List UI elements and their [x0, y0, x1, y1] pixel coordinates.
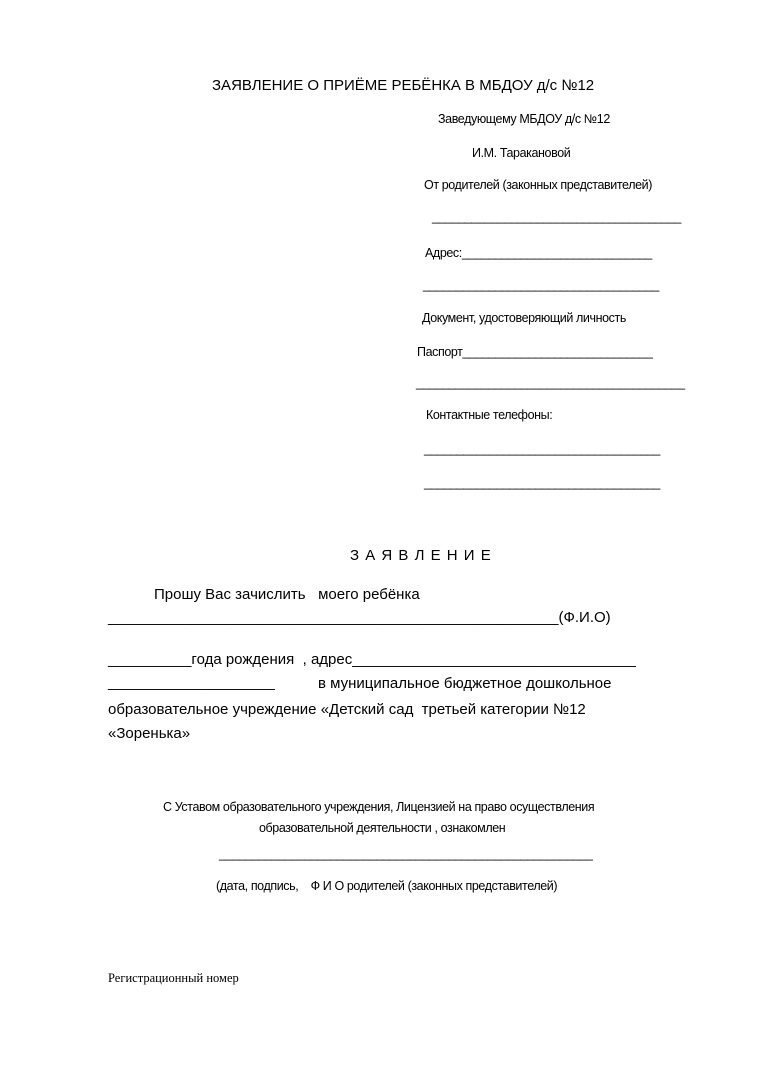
id-document-label: Документ, удостоверяющий личность: [422, 311, 626, 325]
signature-line[interactable]: _________________________________________________________: [219, 847, 593, 861]
document-title: ЗАЯВЛЕНИЕ О ПРИЁМЕ РЕБЁНКА В МБДОУ д/с №12: [212, 77, 595, 94]
institution-text-start: в муниципальное бюджетное дошкольное: [318, 675, 612, 692]
request-intro: Прошу Вас зачислить моего ребёнка: [154, 586, 420, 603]
addressee-position: Заведующему МБДОУ д/с №12: [438, 112, 610, 126]
acknowledgement-line-2: образовательной деятельности , ознакомлен: [259, 821, 506, 835]
child-name-field[interactable]: ______________________________________________________(Ф.И.О): [108, 609, 611, 626]
passport-field-continued[interactable]: _________________________________________: [416, 376, 685, 390]
signature-caption: (дата, подпись, Ф И О родителей (законных представителей): [216, 879, 558, 893]
institution-text-middle: образовательное учреждение «Детский сад третьей категории №12: [108, 701, 586, 718]
address-field-continued[interactable]: ____________________________________: [423, 278, 659, 292]
from-parents-label: От родителей (законных представителей): [424, 178, 652, 192]
birth-year-address-field[interactable]: __________года рождения , адрес__________________________________: [108, 651, 636, 668]
statement-heading: З А Я В Л Е Н И Е: [350, 547, 492, 564]
addressee-name: И.М. Таракановой: [472, 146, 571, 160]
phone-field-1[interactable]: ____________________________________: [424, 442, 660, 456]
acknowledgement-line-1: С Уставом образовательного учреждения, Лицензией на право осуществления: [163, 800, 595, 814]
registration-number-label: Регистрационный номер: [108, 971, 239, 985]
parent-name-field[interactable]: ______________________________________: [432, 210, 681, 224]
phone-field-2[interactable]: ____________________________________: [424, 476, 660, 490]
address-field[interactable]: Адрес:_____________________________: [425, 246, 652, 260]
address-continued-field[interactable]: ____________________: [108, 674, 275, 691]
contact-phones-label: Контактные телефоны:: [426, 408, 553, 422]
passport-field[interactable]: Паспорт_____________________________: [417, 345, 653, 359]
institution-text-end: «Зоренька»: [108, 725, 191, 742]
